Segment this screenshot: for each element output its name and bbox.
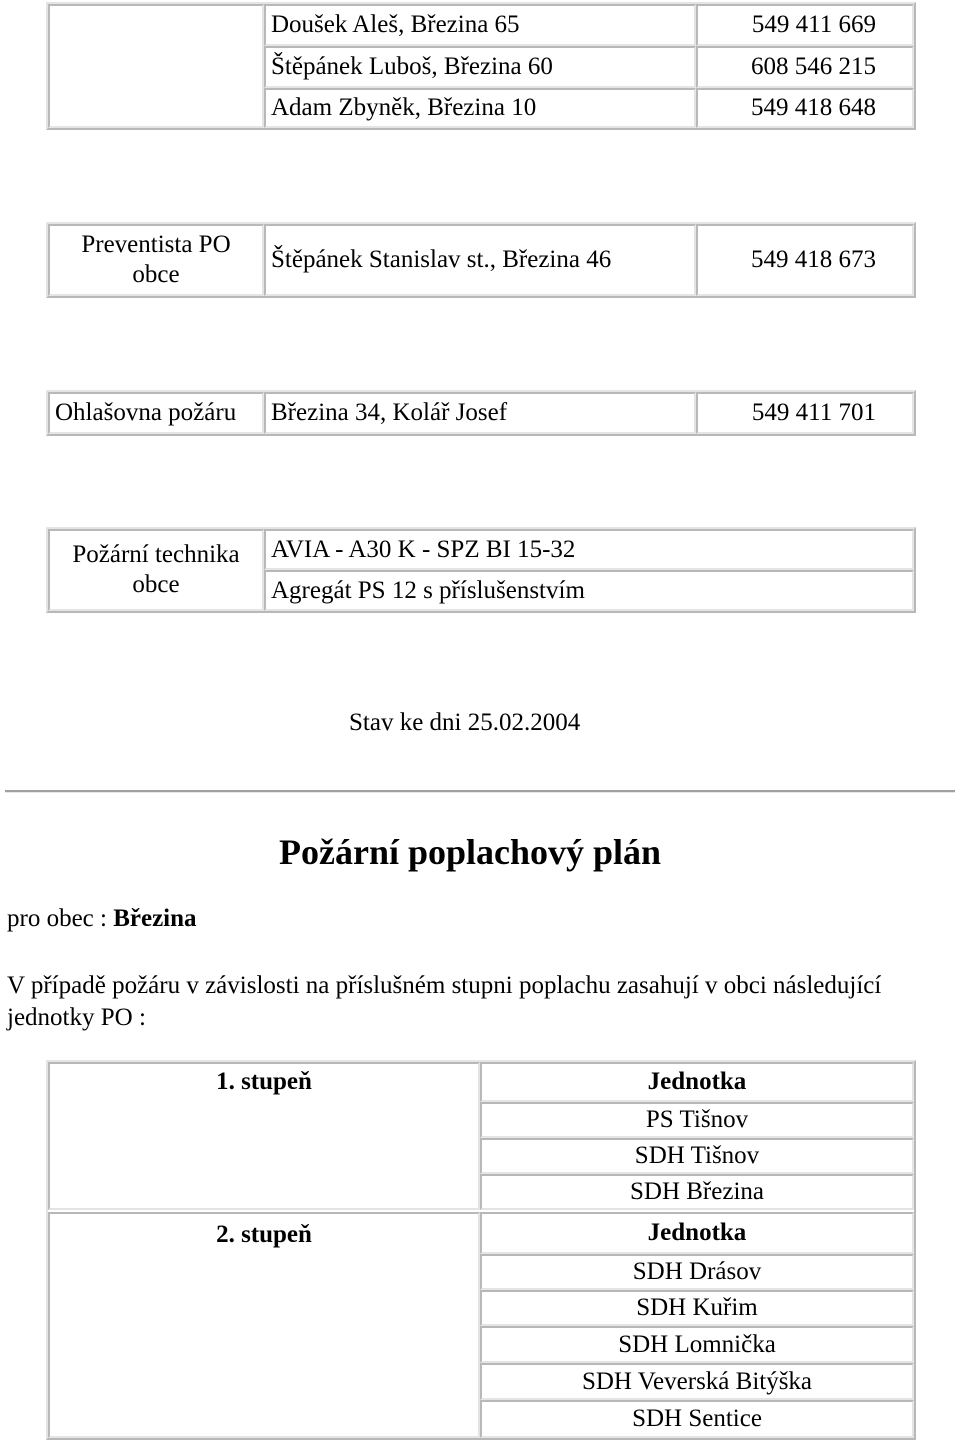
contacts-empty-label-cell [48,4,264,128]
contact-name: Doušek Aleš, Březina 65 [264,4,696,46]
ohlasovna-phone: 549 411 701 [696,392,914,434]
municipality-name: Březina [113,905,197,932]
preventista-name: Štěpánek Stanislav st., Březina 46 [264,224,696,296]
stage-2-label: 2. stupeň [48,1212,480,1438]
municipality-prefix: pro obec : [7,905,114,932]
contact-phone: 549 418 648 [696,88,914,128]
status-date: Stav ke dni 25.02.2004 [349,709,581,736]
contact-name: Adam Zbyněk, Březina 10 [264,88,696,128]
contact-phone: 608 546 215 [696,46,914,88]
technika-item: AVIA - A30 K - SPZ BI 15-32 [264,529,914,570]
ohlasovna-label: Ohlašovna požáru [48,392,264,434]
municipality-line [7,904,197,934]
stage-1-unit: SDH Březina [480,1174,914,1210]
intro-paragraph: V případě požáru v závislosti na příslušném stupni poplachu zasahují v obci následující jednotky PO : [7,972,882,1031]
stage-1-unit: SDH Tišnov [480,1138,914,1174]
technika-item: Agregát PS 12 s příslušenstvím [264,570,914,611]
technika-label: Požární technika obce [48,529,264,611]
contact-phone: 549 411 669 [696,4,914,46]
stage-2-unit: SDH Sentice [480,1400,914,1438]
stage-2-unit: SDH Lomnička [480,1326,914,1363]
ohlasovna-name: Březina 34, Kolář Josef [264,392,696,434]
preventista-label: Preventista PO obce [48,224,264,296]
stage-1-unit-header: Jednotka [480,1062,914,1102]
preventista-phone: 549 418 673 [696,224,914,296]
contact-name: Štěpánek Luboš, Březina 60 [264,46,696,88]
stage-2-unit: SDH Veverská Bitýška [480,1363,914,1400]
stage-2-unit: SDH Drásov [480,1254,914,1290]
stage-1-unit: PS Tišnov [480,1102,914,1138]
stage-2-unit-header: Jednotka [480,1212,914,1254]
page-title: Požární poplachový plán [279,832,662,872]
horizontal-divider [5,790,955,793]
stage-2-unit: SDH Kuřim [480,1290,914,1326]
stage-1-label: 1. stupeň [48,1062,480,1210]
